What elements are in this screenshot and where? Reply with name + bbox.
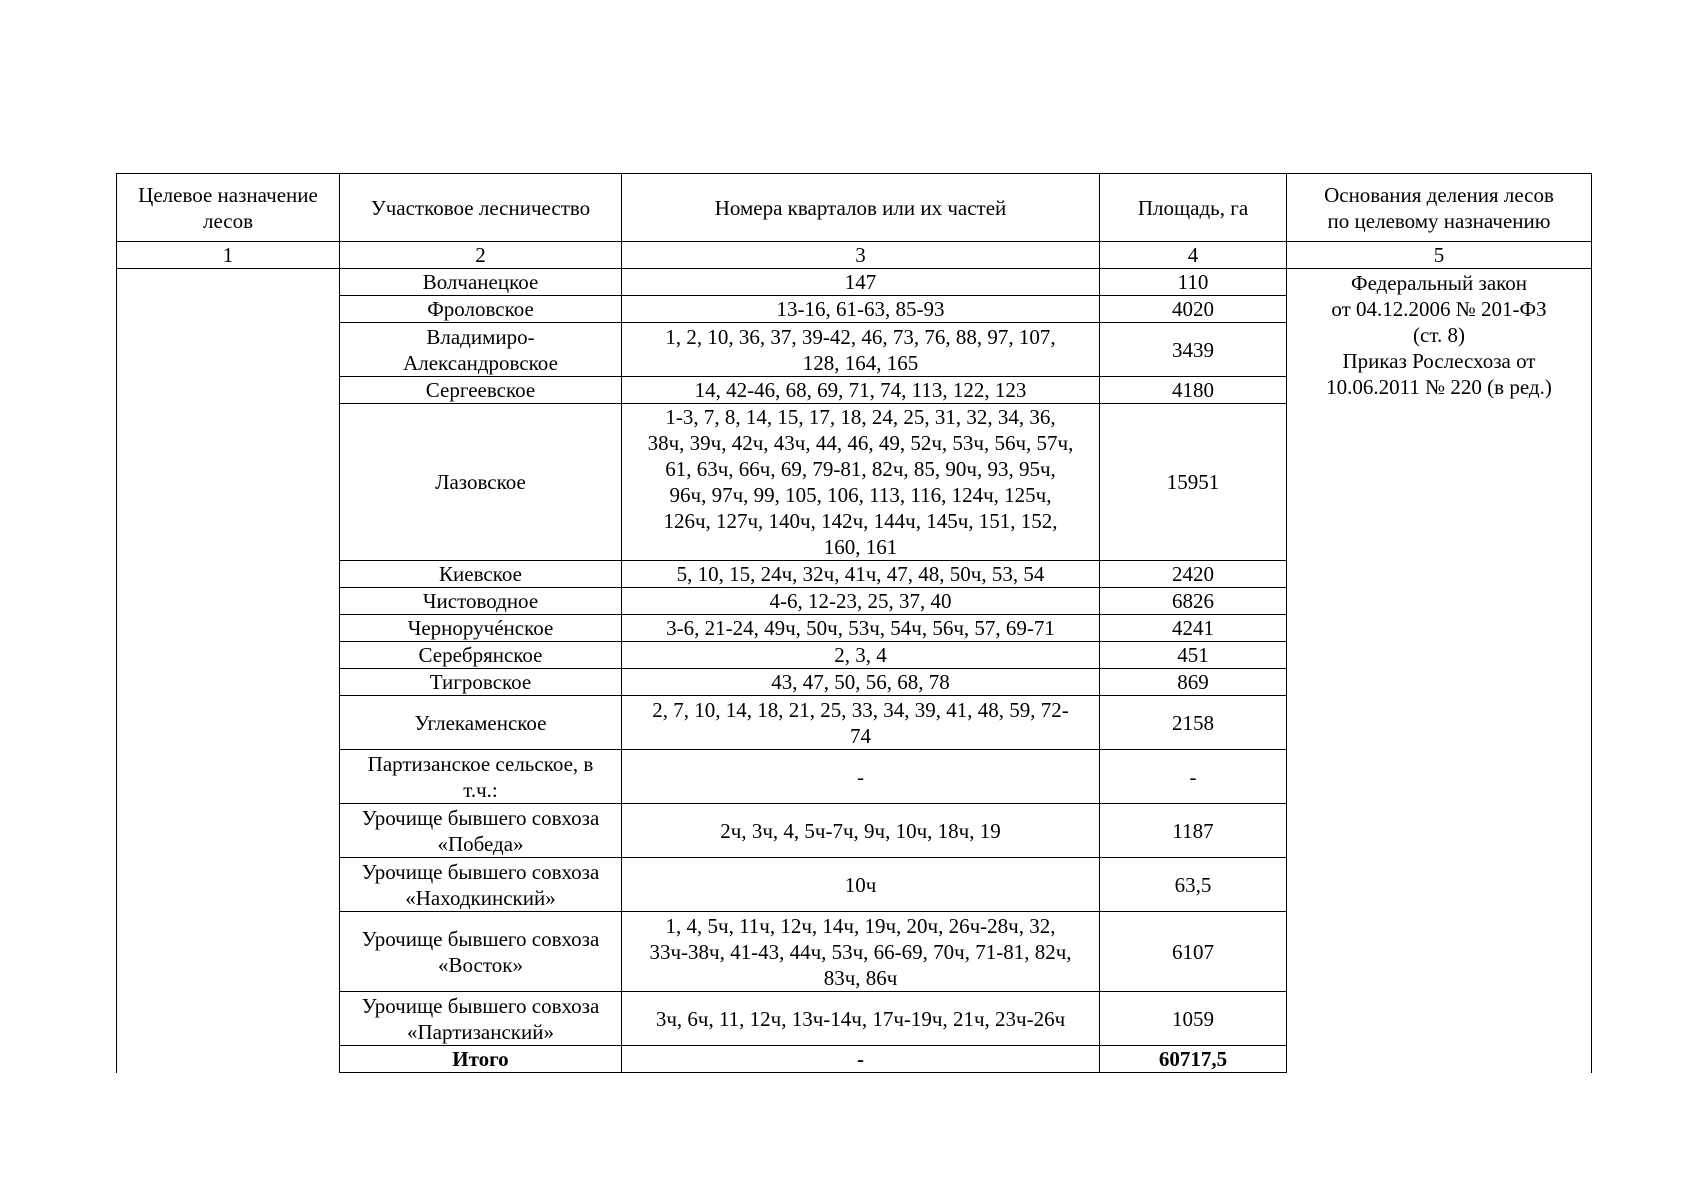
forestry-cell: Волчанецкое [340,269,622,296]
area-cell: 4020 [1100,296,1287,323]
quarters-cell: 1-3, 7, 8, 14, 15, 17, 18, 24, 25, 31, 32, 34, 36, 38ч, 39ч, 42ч, 43ч, 44, 46, 49, 52ч, 53ч, 56ч, 57ч, 61, 63ч, 66ч, 69, 79-81, 82ч, 85, 90ч, 93, 95ч, 96ч, 97ч, 99, 105, 106, 113, 116, 124ч, 125ч, 126ч, 127ч, 140ч, 142ч, 144ч, 145ч, 151, 152, 160, 161 [622,404,1100,561]
header-basis: Основания деления лесов по целевому назначению [1287,174,1592,242]
basis-cell: Федеральный закон от 04.12.2006 № 201-ФЗ (ст. 8) Приказ Рослесхоза от 10.06.2011 № 220 (в ред.) [1287,269,1592,1073]
column-number: 1 [117,242,340,269]
area-cell: 1059 [1100,992,1287,1046]
header-row [117,174,1592,242]
forestry-cell: Киевское [340,561,622,588]
quarters-cell: 5, 10, 15, 24ч, 32ч, 41ч, 47, 48, 50ч, 53, 54 [622,561,1100,588]
quarters-cell: 14, 42-46, 68, 69, 71, 74, 113, 122, 123 [622,377,1100,404]
area-cell: 63,5 [1100,858,1287,912]
area-cell: 6107 [1100,912,1287,992]
area-cell: 2158 [1100,696,1287,750]
quarters-cell: - [622,750,1100,804]
forestry-cell: Серебрянское [340,642,622,669]
area-cell: 451 [1100,642,1287,669]
area-cell: 3439 [1100,323,1287,377]
area-cell: 15951 [1100,404,1287,561]
quarters-cell: 2ч, 3ч, 4, 5ч-7ч, 9ч, 10ч, 18ч, 19 [622,804,1100,858]
forestry-cell: Партизанское сельское, в т.ч.: [340,750,622,804]
forestry-cell: Черноручéнское [340,615,622,642]
forestry-cell: Чистоводное [340,588,622,615]
table-body [117,174,1592,1073]
forestry-cell: Урочище бывшего совхоза «Восток» [340,912,622,992]
area-cell: 4241 [1100,615,1287,642]
forestry-cell: Урочище бывшего совхоза «Партизанский» [340,992,622,1046]
forestry-cell: Углекаменское [340,696,622,750]
forestry-cell: Фроловское [340,296,622,323]
forestry-cell: Урочище бывшего совхоза «Находкинский» [340,858,622,912]
area-cell: 110 [1100,269,1287,296]
quarters-cell: 2, 3, 4 [622,642,1100,669]
header-area: Площадь, га [1100,174,1287,242]
area-cell: 6826 [1100,588,1287,615]
quarters-cell: 43, 47, 50, 56, 68, 78 [622,669,1100,696]
area-cell: - [1100,750,1287,804]
area-cell: 1187 [1100,804,1287,858]
table-row [117,269,1592,296]
area-cell: 4180 [1100,377,1287,404]
forestry-cell: Владимиро- Александровское [340,323,622,377]
quarters-cell: 1, 4, 5ч, 11ч, 12ч, 14ч, 19ч, 20ч, 26ч-28ч, 32, 33ч-38ч, 41-43, 44ч, 53ч, 66-69, 70ч, 71-81, 82ч, 83ч, 86ч [622,912,1100,992]
total-label: Итого [340,1046,622,1073]
forestry-cell: Сергеевское [340,377,622,404]
total-area: 60717,5 [1100,1046,1287,1073]
quarters-cell: 147 [622,269,1100,296]
column-number-row [117,242,1592,269]
purpose-cell [117,269,340,1073]
column-number: 5 [1287,242,1592,269]
quarters-cell: 10ч [622,858,1100,912]
area-cell: 869 [1100,669,1287,696]
header-forestry: Участковое лесничество [340,174,622,242]
forestry-cell: Лазовское [340,404,622,561]
quarters-cell: 1, 2, 10, 36, 37, 39-42, 46, 73, 76, 88, 97, 107, 128, 164, 165 [622,323,1100,377]
column-number: 4 [1100,242,1287,269]
forestry-cell: Тигровское [340,669,622,696]
quarters-cell: 3-6, 21-24, 49ч, 50ч, 53ч, 54ч, 56ч, 57, 69-71 [622,615,1100,642]
total-quarters: - [622,1046,1100,1073]
header-purpose: Целевое назначение лесов [117,174,340,242]
column-number: 3 [622,242,1100,269]
header-quarters: Номера кварталов или их частей [622,174,1100,242]
quarters-cell: 3ч, 6ч, 11, 12ч, 13ч-14ч, 17ч-19ч, 21ч, 23ч-26ч [622,992,1100,1046]
quarters-cell: 2, 7, 10, 14, 18, 21, 25, 33, 34, 39, 41, 48, 59, 72- 74 [622,696,1100,750]
forest-division-table [116,173,1592,1073]
quarters-cell: 13-16, 61-63, 85-93 [622,296,1100,323]
quarters-cell: 4-6, 12-23, 25, 37, 40 [622,588,1100,615]
forestry-cell: Урочище бывшего совхоза «Победа» [340,804,622,858]
area-cell: 2420 [1100,561,1287,588]
column-number: 2 [340,242,622,269]
